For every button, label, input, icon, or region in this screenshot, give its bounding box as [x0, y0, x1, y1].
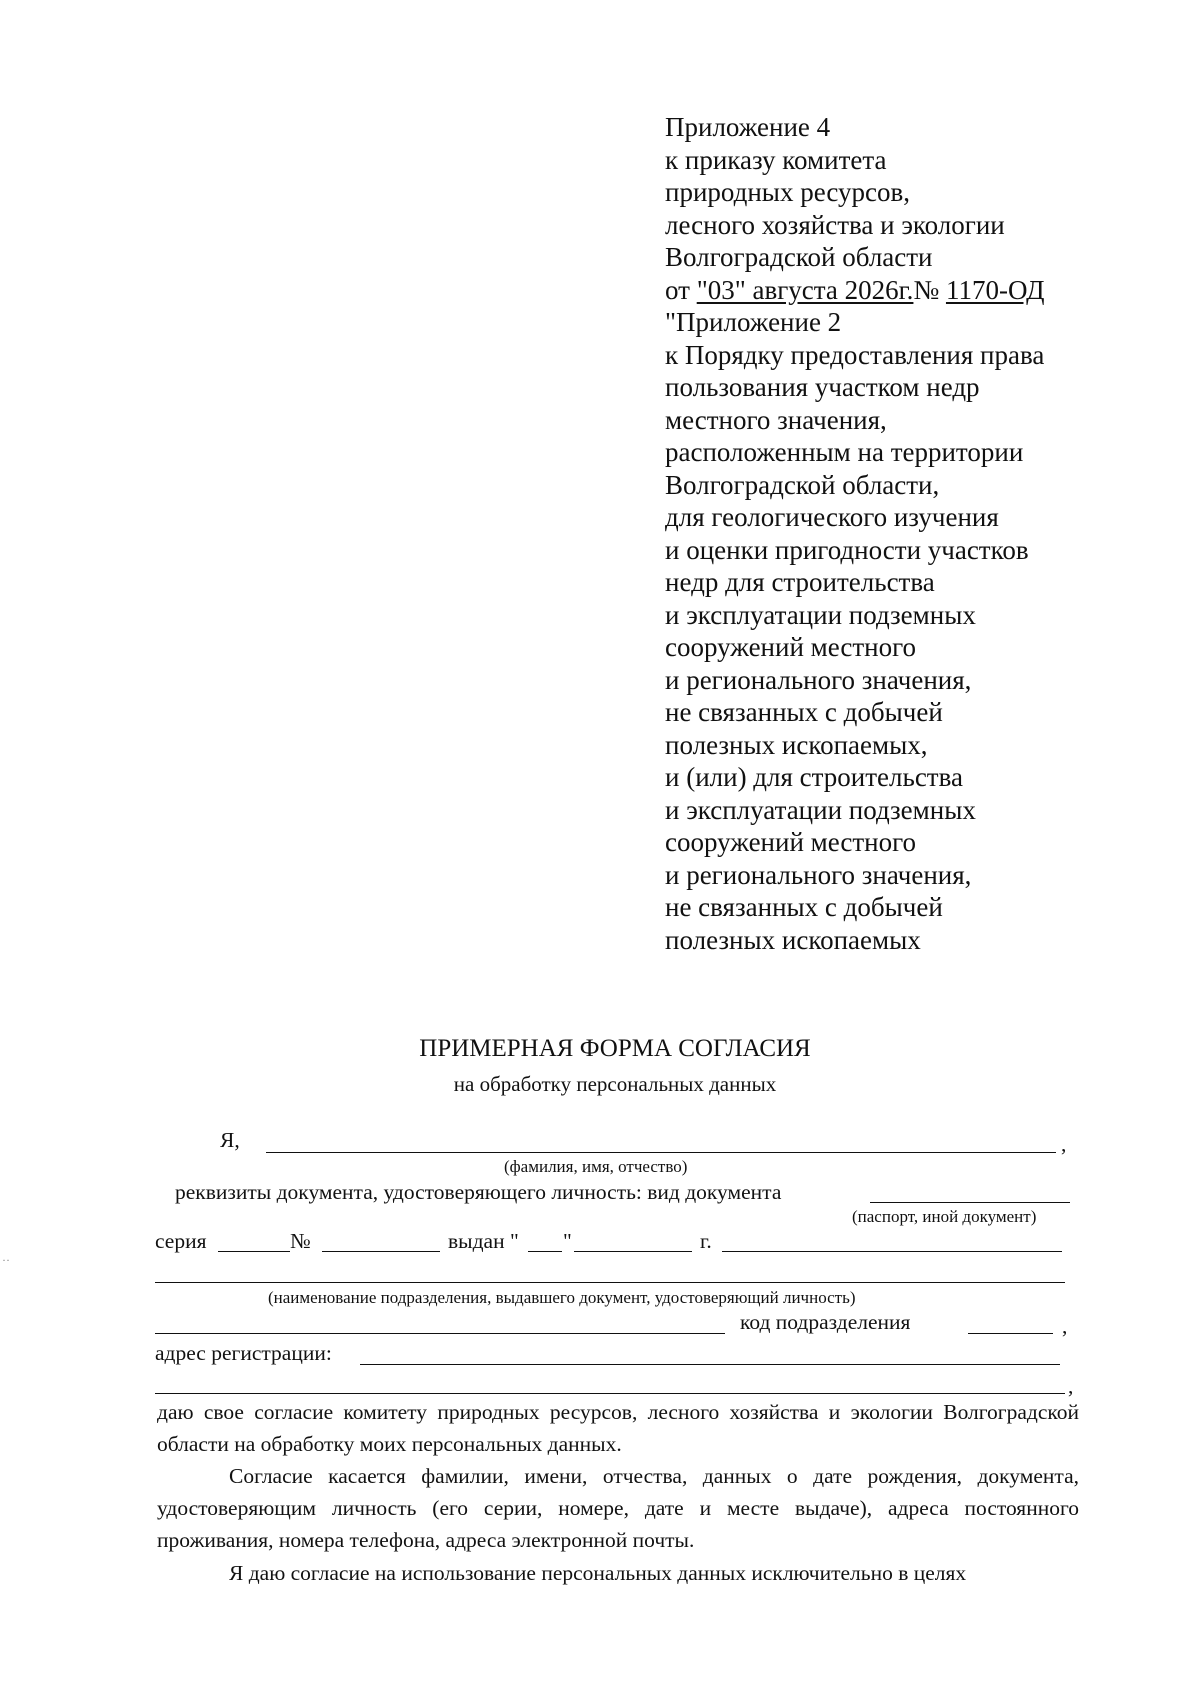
- order-number-sign: №: [913, 274, 946, 305]
- series-field[interactable]: [218, 1251, 290, 1252]
- form-title: ПРИМЕРНАЯ ФОРМА СОГЛАСИЯ: [419, 1035, 811, 1062]
- appendix-line: полезных ископаемых: [665, 924, 921, 955]
- order-prefix: от: [665, 274, 697, 305]
- appendix-line: и регионального значения,: [665, 859, 972, 890]
- scan-margin-mark: ··: [2, 1253, 10, 1267]
- subdivision-code-field[interactable]: [968, 1333, 1053, 1334]
- issued-by-continuation-field[interactable]: [155, 1282, 1065, 1283]
- appendix-line: расположенным на территории: [665, 437, 1024, 467]
- header-line: лесного хозяйства и экологии: [665, 209, 1005, 240]
- consent-scope-paragraph: Согласие касается фамилии, имени, отчества, данных о дате рождения, документа, удостоверяющим личность (его серии, номере, дате и месте выдаче), адреса постоянного проживания, номера телефона, адреса электронной почты.: [157, 1464, 1079, 1552]
- appendix-line: сооружений местного: [665, 827, 917, 857]
- appendix-header: [665, 111, 1185, 956]
- header-line: природных ресурсов,: [665, 177, 910, 207]
- comma: ,: [1068, 1374, 1074, 1398]
- ya-label: Я,: [220, 1128, 240, 1152]
- registration-address-continuation-field[interactable]: [155, 1393, 1065, 1394]
- consent-purpose-paragraph: Я даю согласие на использование персональных данных исключительно в целях: [229, 1561, 967, 1585]
- document-type-field[interactable]: [870, 1202, 1070, 1203]
- appendix-line: к Порядку предоставления права: [665, 339, 1045, 370]
- appendix-line: "Приложение 2: [665, 307, 842, 337]
- appendix-line: для геологического изучения: [665, 502, 999, 532]
- year-label: г.: [700, 1229, 712, 1253]
- appendix-line: не связанных с добычей: [665, 892, 943, 922]
- order-date: "03" августа 2026г.: [696, 274, 914, 305]
- appendix-line: и эксплуатации подземных: [665, 794, 976, 825]
- comma: ,: [1061, 1132, 1067, 1156]
- issue-day-field[interactable]: [528, 1251, 562, 1252]
- issuing-subdivision-hint: (наименование подразделения, выдавшего документ, удостоверяющий личность): [268, 1288, 856, 1307]
- appendix-line: сооружений местного: [665, 632, 917, 662]
- series-label: серия: [155, 1229, 207, 1253]
- order-number: 1170-ОД: [945, 274, 1045, 305]
- appendix-line: и оценки пригодности участков: [665, 534, 1029, 565]
- registration-address-field[interactable]: [360, 1364, 1060, 1365]
- appendix-line: недр для строительства: [665, 567, 935, 597]
- document-type-hint: (паспорт, иной документ): [852, 1207, 1037, 1226]
- number-field[interactable]: [322, 1251, 440, 1252]
- header-line: к приказу комитета: [665, 144, 887, 175]
- number-label: №: [290, 1229, 311, 1253]
- subdivision-code-label: код подразделения: [740, 1310, 911, 1334]
- registration-address-label: адрес регистрации:: [155, 1341, 332, 1365]
- document-requisites-label: реквизиты документа, удостоверяющего личность: вид документа: [175, 1180, 782, 1204]
- full-name-field[interactable]: [266, 1152, 1056, 1153]
- quote-close: ": [563, 1229, 572, 1253]
- appendix-line: не связанных с добычей: [665, 697, 943, 727]
- appendix-line: и (или) для строительства: [665, 762, 963, 792]
- comma: ,: [1062, 1314, 1068, 1338]
- appendix-line: Волгоградской области,: [665, 469, 940, 500]
- full-name-hint: (фамилия, имя, отчество): [504, 1157, 688, 1176]
- header-line: Приложение 4: [665, 112, 831, 142]
- form-subtitle: на обработку персональных данных: [453, 1072, 777, 1096]
- issued-label: выдан ": [448, 1229, 519, 1253]
- appendix-line: и регионального значения,: [665, 664, 972, 695]
- issuing-subdivision-field[interactable]: [155, 1333, 725, 1334]
- appendix-line: пользования участком недр: [665, 372, 980, 402]
- appendix-line: полезных ископаемых,: [665, 729, 928, 760]
- appendix-line: и эксплуатации подземных: [665, 599, 976, 630]
- order-reference: [665, 274, 1185, 307]
- issued-by-field[interactable]: [722, 1251, 1062, 1252]
- consent-paragraph: даю свое согласие комитету природных ресурсов, лесного хозяйства и экологии Волгоградской области на обработку моих персональных данных.: [157, 1400, 1079, 1456]
- appendix-line: местного значения,: [665, 404, 887, 435]
- header-line: Волгоградской области: [665, 242, 933, 272]
- issue-month-field[interactable]: [574, 1251, 692, 1252]
